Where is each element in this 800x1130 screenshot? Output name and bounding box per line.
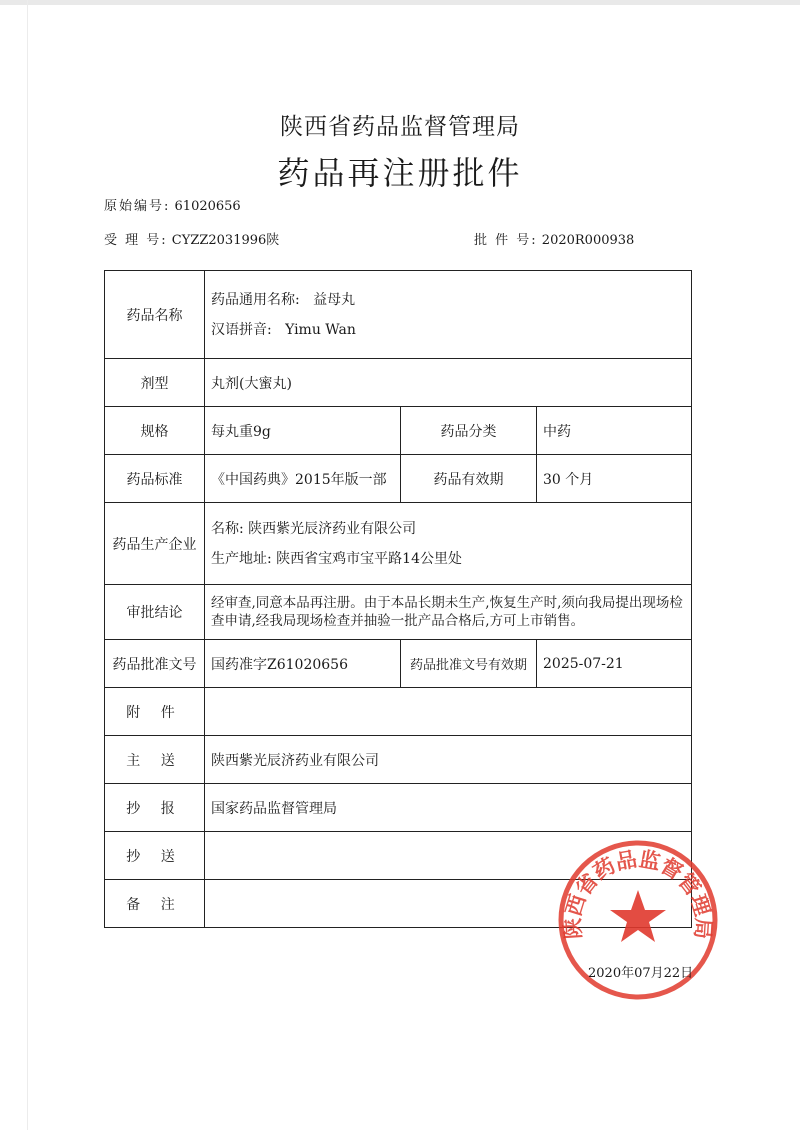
generic-name-label: 药品通用名称: <box>211 291 300 308</box>
approval-table <box>104 270 692 928</box>
standard-label: 药品标准 <box>105 455 205 503</box>
row-manufacturer <box>105 503 692 585</box>
accept-number <box>104 229 279 248</box>
approval-number-value: 2020R000938 <box>541 233 635 248</box>
accept-number-label: 受 理 号: <box>104 233 168 248</box>
row-standard <box>105 455 692 503</box>
mfr-name-value: 陕西紫光辰济药业有限公司 <box>248 520 417 537</box>
remarks-label: 备 注 <box>105 880 205 928</box>
document-title: 药品再注册批件 <box>277 154 523 192</box>
drug-name-cell <box>205 271 692 359</box>
row-spec <box>105 407 692 455</box>
main-recipient-value: 陕西紫光辰济药业有限公司 <box>205 736 692 784</box>
validity-label: 药品有效期 <box>401 455 537 503</box>
conclusion-label: 审批结论 <box>105 585 205 640</box>
cc-report-label: 抄 报 <box>105 784 205 832</box>
conclusion-text: 经审查,同意本品再注册。由于本品长期未生产,恢复生产时,须向我局提出现场检查申请,经我局现场检查并抽验一批产品合格后,方可上市销售。 <box>205 585 692 640</box>
main-recipient-label: 主 送 <box>105 736 205 784</box>
pinyin-value: Yimu Wan <box>285 321 356 338</box>
approval-number <box>474 229 634 248</box>
scan-edge <box>0 0 800 5</box>
stamp-date: 2020年07月22日 <box>588 966 694 981</box>
approval-doc-value: 国药准字Z61020656 <box>205 640 401 688</box>
approval-number-label: 批 件 号: <box>474 233 538 248</box>
cc-report-value: 国家药品监督管理局 <box>205 784 692 832</box>
accept-number-value: CYZZ2031996陕 <box>171 233 280 248</box>
generic-name-line <box>211 285 685 315</box>
original-number <box>104 195 241 214</box>
row-conclusion <box>105 585 692 640</box>
row-drug-name <box>105 271 692 359</box>
row-dosage-form <box>105 359 692 407</box>
row-approval-doc <box>105 640 692 688</box>
generic-name-value: 益母丸 <box>313 291 356 308</box>
spec-value: 每丸重9g <box>205 407 401 455</box>
row-main-recipient <box>105 736 692 784</box>
mfr-address-value: 陕西省宝鸡市宝平路14公里处 <box>276 550 462 567</box>
dosage-form-label: 剂型 <box>105 359 205 407</box>
manufacturer-cell <box>205 503 692 585</box>
mfr-address-line <box>211 544 685 574</box>
mfr-name-line <box>211 514 685 544</box>
spec-label: 规格 <box>105 407 205 455</box>
approval-doc-label: 药品批准文号 <box>105 640 205 688</box>
original-number-value: 61020656 <box>174 199 241 214</box>
category-label: 药品分类 <box>401 407 537 455</box>
approval-doc-validity-label: 药品批准文号有效期 <box>401 640 537 688</box>
authority-title: 陕西省药品监督管理局 <box>280 114 520 140</box>
attachment-value <box>205 688 692 736</box>
row-cc-report <box>105 784 692 832</box>
approval-doc-validity-value: 2025-07-21 <box>537 640 692 688</box>
pinyin-line <box>211 315 685 345</box>
mfr-name-label: 名称: <box>211 520 244 537</box>
standard-value: 《中国药典》2015年版一部 <box>205 455 401 503</box>
row-attachment <box>105 688 692 736</box>
cc-send-label: 抄 送 <box>105 832 205 880</box>
dosage-form-value: 丸剂(大蜜丸) <box>205 359 692 407</box>
validity-value: 30 个月 <box>537 455 692 503</box>
original-number-label: 原始编号: <box>104 199 171 214</box>
attachment-label: 附 件 <box>105 688 205 736</box>
pinyin-label: 汉语拼音: <box>211 321 272 338</box>
drug-name-label: 药品名称 <box>105 271 205 359</box>
mfr-address-label: 生产地址: <box>211 550 272 567</box>
svg-text:陕西省药品监督管理局: 陕西省药品监督管理局 <box>560 846 716 940</box>
manufacturer-label: 药品生产企业 <box>105 503 205 585</box>
category-value: 中药 <box>537 407 692 455</box>
